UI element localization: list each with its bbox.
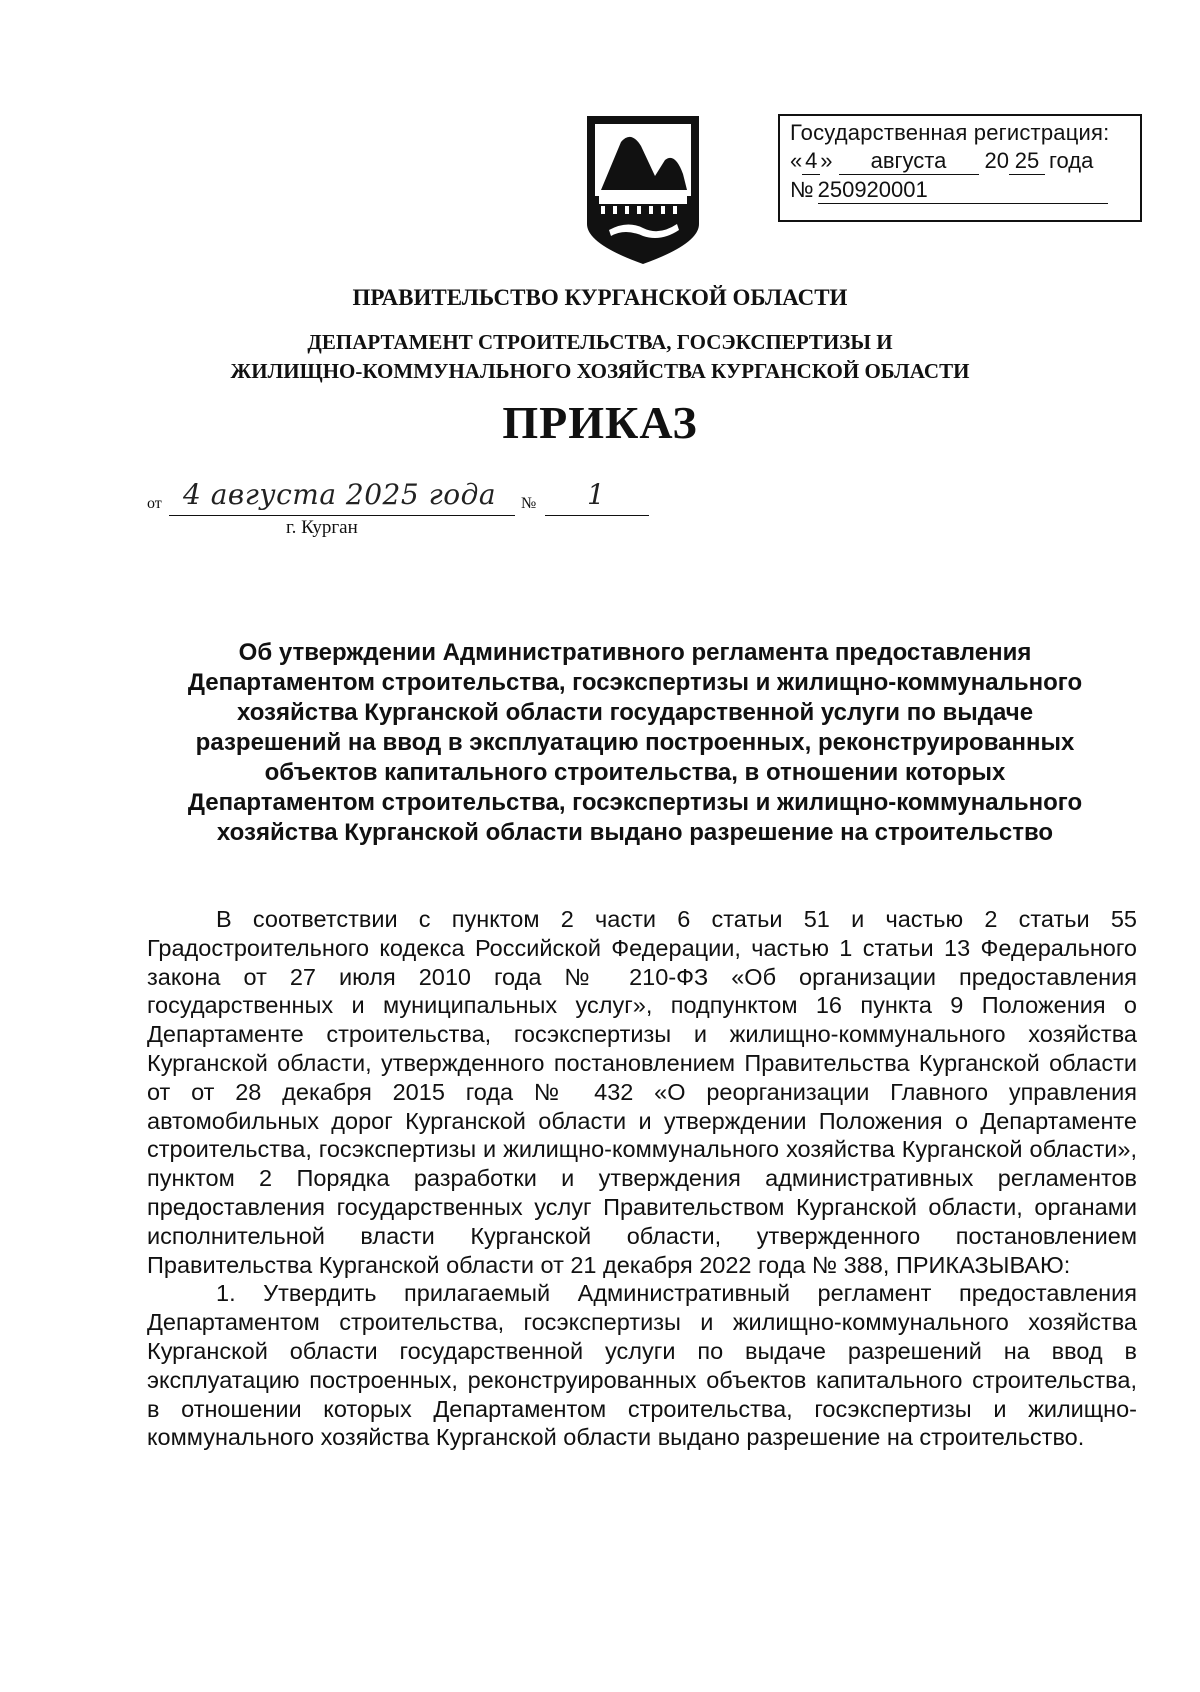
clause-1-paragraph: 1. Утвердить прилагаемый Административный регламент предоставления Департаментом строительства, госэкспертизы и жилищно-коммунального хозяйства Курганской области государственной услуги по выдаче разрешений на ввод в эксплуатацию построенных, реконструированных объектов капитального строительства, в отношении которых Департаментом строительства, госэкспертизы и жилищно-коммунального хозяйства Курганской области выдано разрешение на строительство. (147, 1280, 1137, 1451)
registration-date-line (790, 148, 1130, 175)
order-date-handwritten: 4 августа 2025 года (183, 478, 497, 511)
registration-title: Государственная регистрация: (790, 120, 1110, 145)
order-number-underline (545, 515, 649, 516)
department-heading-line2: ЖИЛИЩНО-КОММУНАЛЬНОГО ХОЗЯЙСТВА КУРГАНСКОЙ ОБЛАСТИ (230, 359, 970, 383)
subject-line: объектов капитального строительства, в отношении которых (264, 759, 1006, 786)
city-label: г. Курган (286, 517, 358, 538)
kurgan-coat-of-arms-icon (583, 112, 703, 267)
registration-year-prefix: 20 (984, 148, 1009, 173)
order-body (147, 905, 1137, 1452)
registration-number-line (790, 177, 1130, 204)
order-number-label: № (521, 495, 537, 512)
registration-year-suffix: 25 (1009, 148, 1045, 175)
registration-quote-close: » (820, 148, 833, 173)
preamble-paragraph: В соответствии с пунктом 2 части 6 статьи 51 и частью 2 статьи 55 Градостроительного кодекса Российской Федерации, частью 1 статьи 13 Федерального закона от 27 июля 2010 года № 210-ФЗ «Об организации предоставления государственных и муниципальных услуг», подпунктом 16 пункта 9 Положения о Департаменте строительства, госэкспертизы и жилищно-коммунального хозяйства Курганской области, утвержденного постановлением Правительства Курганской области от от 28 декабря 2015 года № 432 «О реорганизации Главного управления автомобильных дорог Курганской области и утверждении Положения о Департаменте строительства, госэкспертизы и жилищно-коммунального хозяйства Курганской области», пунктом 2 Порядка разработки и утверждения административных регламентов предоставления государственных услуг Правительством Курганской области, органами исполнительной власти Курганской области, утвержденного постановлением Правительства Курганской области от 21 декабря 2022 года № 388, ПРИКАЗЫВАЮ: (147, 906, 1137, 1278)
registration-year-word: года (1048, 148, 1094, 173)
government-heading: ПРАВИТЕЛЬСТВО КУРГАНСКОЙ ОБЛАСТИ (352, 285, 848, 310)
registration-number: 250920001 (818, 177, 1108, 204)
registration-stamp (778, 114, 1142, 222)
registration-quote-open: « (790, 148, 803, 173)
document-type-title: ПРИКАЗ (502, 397, 698, 448)
subject-line: хозяйства Курганской области выдано разрешение на строительство (216, 819, 1054, 846)
subject-line: Департаментом строительства, госэкспертизы и жилищно-коммунального (187, 789, 1083, 816)
registration-number-label: № (790, 177, 814, 202)
subject-line: хозяйства Курганской области государственной услуги по выдаче (236, 699, 1034, 726)
order-number-handwritten: 1 (587, 478, 606, 511)
registration-month: августа (839, 148, 979, 175)
order-date-underline (169, 515, 515, 516)
department-heading-line1: ДЕПАРТАМЕНТ СТРОИТЕЛЬСТВА, ГОСЭКСПЕРТИЗЫ И (307, 330, 893, 354)
subject-line: Об утверждении Административного регламента предоставления (238, 639, 1032, 666)
order-from-label: от (147, 495, 162, 512)
subject-line: Департаментом строительства, госэкспертизы и жилищно-коммунального (187, 669, 1083, 696)
order-date-line (147, 478, 667, 516)
subject-line: разрешений на ввод в эксплуатацию построенных, реконструированных (195, 729, 1075, 756)
department-heading (0, 328, 1200, 386)
registration-day: 4 (802, 148, 820, 175)
order-subject (140, 638, 1130, 848)
